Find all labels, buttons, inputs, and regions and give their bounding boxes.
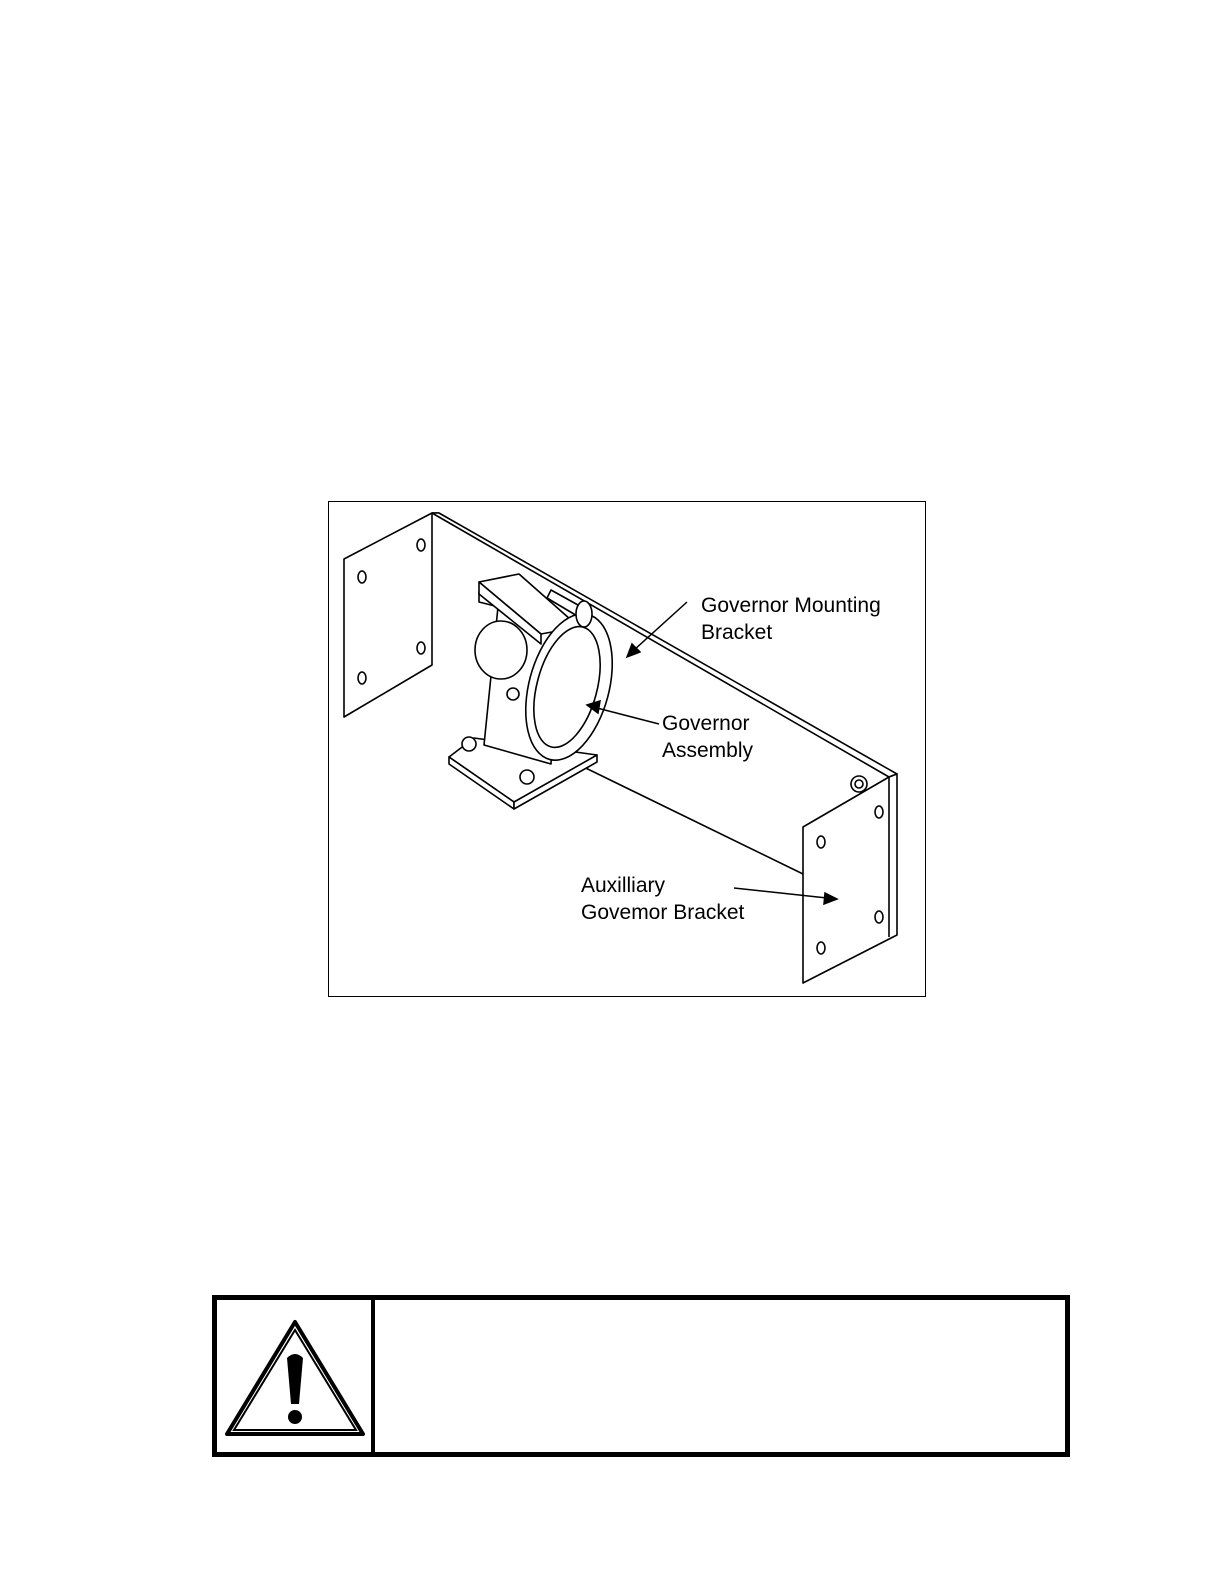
label-governor-assembly: Governor Assembly xyxy=(662,712,754,762)
governor-figure xyxy=(328,501,926,997)
label-auxiliary-governor-bracket: Auxilliary Govemor Bracket xyxy=(581,874,745,924)
warning-triangle-icon xyxy=(217,1300,371,1452)
label-governor-mounting-bracket: Governor Mounting Bracket xyxy=(701,594,881,644)
warning-icon-cell xyxy=(217,1300,375,1452)
governor-motor xyxy=(475,621,527,679)
warning-box xyxy=(212,1295,1070,1457)
